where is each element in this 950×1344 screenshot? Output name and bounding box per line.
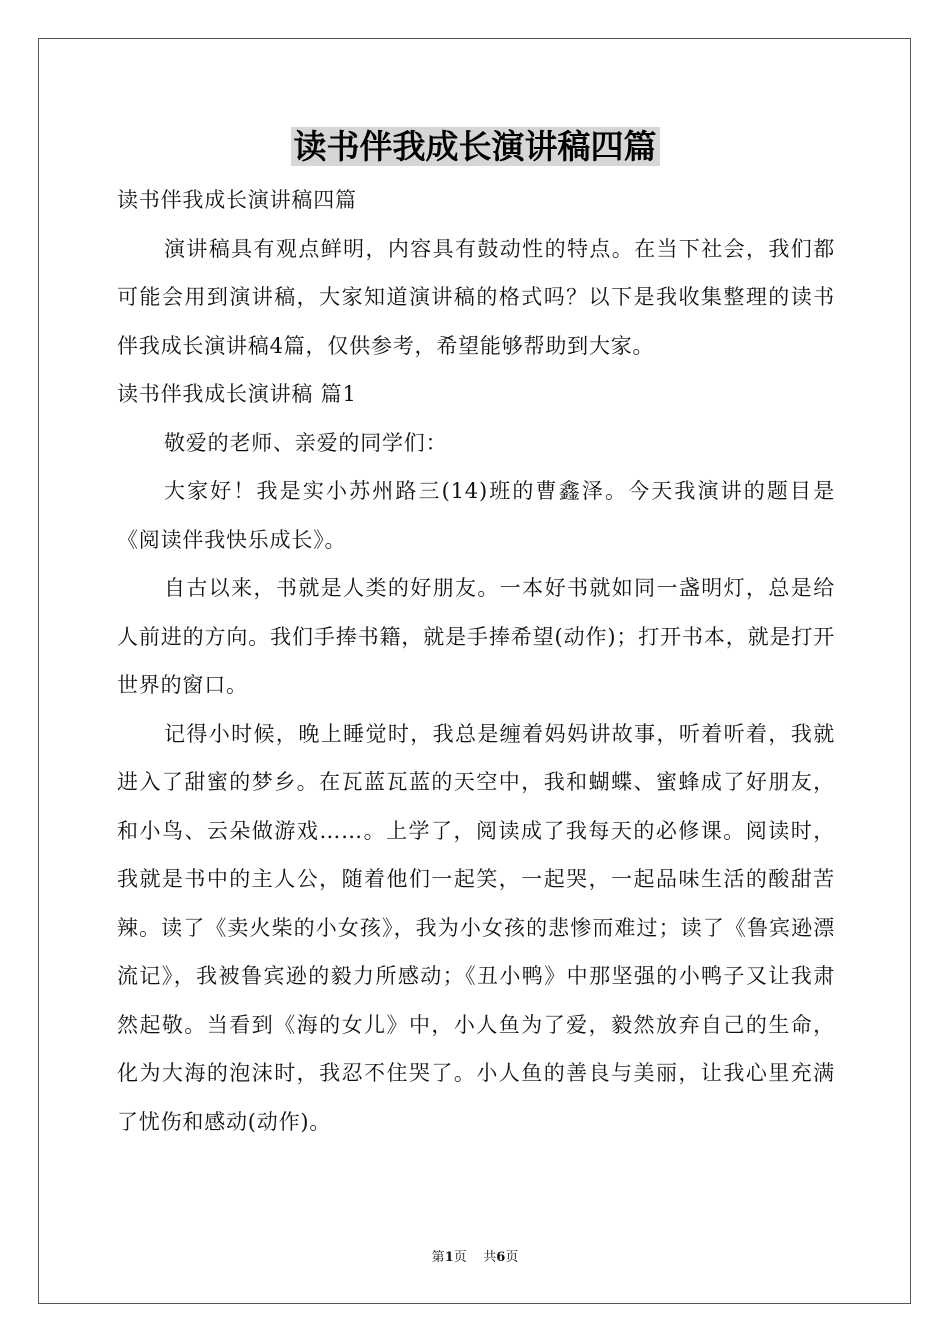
footer-mid: 页 共 bbox=[453, 1250, 497, 1265]
paragraph-memories: 记得小时候，晚上睡觉时，我总是缠着妈妈讲故事，听着听着，我就进入了甜蜜的梦乡。在瓦蓝瓦蓝的天空中，我和蝴蝶、蜜蜂成了好朋友，和小鸟、云朵做游戏……。上学了，阅读成了我每天的必修课。阅读时，我就是书中的主人公，随着他们一起笑，一起哭，一起品味生活的酸甜苦辣。读了《卖火柴的小女孩》，我为小女孩的悲惨而难过；读了《鲁宾逊漂流记》，我被鲁宾逊的毅力所感动；《丑小鸭》中那坚强的小鸭子又让我肃然起敬。当看到《海的女儿》中，小人鱼为了爱，毅然放弃自己的生命，化为大海的泡沫时，我忍不住哭了。小人鱼的善良与美丽，让我心里充满了忧伤和感动(动作)。 bbox=[117, 721, 835, 1134]
paragraph-intro: 演讲稿具有观点鲜明，内容具有鼓动性的特点。在当下社会，我们都可能会用到演讲稿，大家知道演讲稿的格式吗？以下是我收集整理的读书伴我成长演讲稿4篇，仅供参考，希望能够帮助到大家。 bbox=[117, 236, 835, 358]
document-title bbox=[0, 122, 950, 172]
document-title-text: 读书伴我成长演讲稿四篇 bbox=[291, 127, 660, 166]
footer-current-page: 1 bbox=[444, 1250, 454, 1265]
section-heading: 读书伴我成长演讲稿 篇1 bbox=[117, 382, 357, 406]
page-footer bbox=[0, 1246, 950, 1265]
footer-suffix: 页 bbox=[505, 1250, 519, 1265]
footer-prefix: 第 bbox=[431, 1250, 445, 1265]
paragraph-subtitle: 读书伴我成长演讲稿四篇 bbox=[117, 188, 357, 212]
paragraph-salutation: 敬爱的老师、亲爱的同学们： bbox=[164, 430, 448, 455]
paragraph-greeting: 大家好！我是实小苏州路三(14)班的曹鑫泽。今天我演讲的题目是《阅读伴我快乐成长》。 bbox=[117, 479, 835, 552]
footer-total-pages: 6 bbox=[496, 1250, 506, 1265]
paragraph-books: 自古以来，书就是人类的好朋友。一本好书就如同一盏明灯，总是给人前进的方向。我们手捧书籍，就是手捧希望(动作)；打开书本，就是打开世界的窗口。 bbox=[117, 576, 835, 697]
document-body bbox=[117, 176, 835, 1146]
